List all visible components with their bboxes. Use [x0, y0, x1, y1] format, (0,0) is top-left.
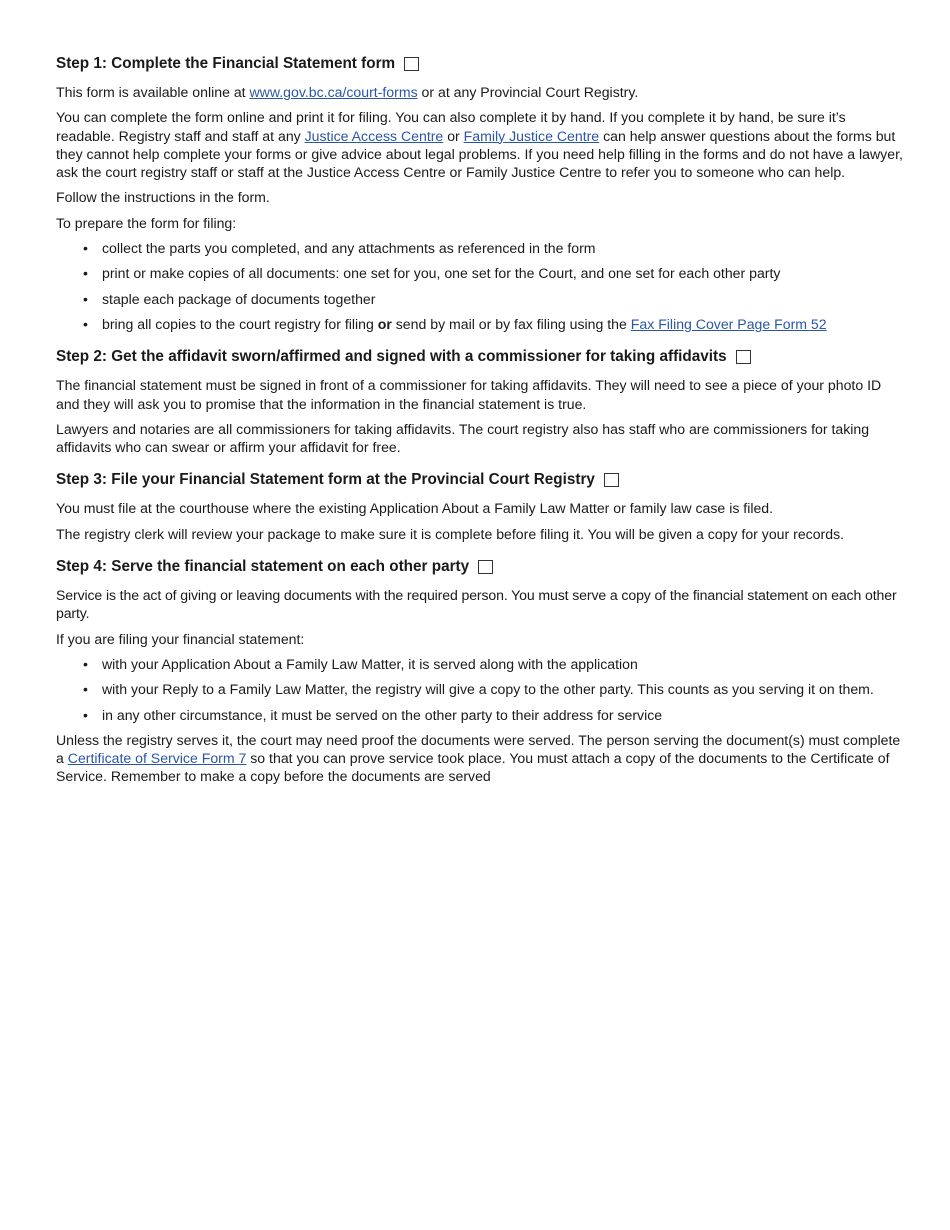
family-justice-centre-link[interactable]: Family Justice Centre: [463, 127, 600, 144]
list-item-text: staple each package of documents together: [102, 290, 376, 307]
step3-paragraph-1: You must file at the courthouse where the existing Application About a Family Law Matter or family law case is filed.: [56, 500, 774, 517]
text-span: or: [443, 127, 464, 144]
court-forms-link[interactable]: www.gov.bc.ca/court-forms: [249, 84, 418, 100]
step3-heading-text: Step 3: File your Financial Statement form at the Provincial Court Registry: [56, 471, 595, 489]
step2-paragraph-1: The financial statement must be signed in front of a commissioner for taking affidavits. They will need to see a piece of your photo ID and they will ask you to promise that the information in the financial statement is true.: [56, 377, 882, 412]
list-item: [56, 264, 906, 282]
text-span: You can complete the form online and print it for filing. You can also complete it by hand. If you complete it by hand, be sure it’s readable. Registry staff and staff at any: [56, 109, 846, 144]
list-item-text: in any other circumstance, it must be served on the other party to their address for service: [102, 706, 663, 723]
step1-availability: [56, 83, 906, 101]
step4-heading-text: Step 4: Serve the financial statement on each other party: [56, 558, 470, 576]
step2-checkbox[interactable]: [736, 350, 751, 364]
list-item-text: send by mail or by fax filing using the: [391, 315, 631, 332]
step1-follow: Follow the instructions in the form.: [56, 189, 270, 206]
bullet-icon: •: [83, 290, 88, 307]
justice-access-centre-link[interactable]: Justice Access Centre: [304, 127, 444, 144]
step4-paragraph-1: Service is the act of giving or leaving documents with the required person. You must serve a copy of the financial statement on each other party.: [56, 587, 897, 622]
list-item: [56, 706, 906, 724]
text-span: or at any Provincial Court Registry.: [417, 84, 639, 100]
step1-bullet-list: [56, 239, 906, 333]
list-item: [56, 655, 906, 673]
step1-prepare: To prepare the form for filing:: [56, 214, 237, 231]
step4-paragraph-2: If you are filing your financial statement:: [56, 630, 305, 647]
step1-checkbox[interactable]: [404, 57, 419, 71]
list-item: [56, 239, 906, 257]
step3-paragraph-2: The registry clerk will review your package to make sure it is complete before filing it. You will be given a copy for your records.: [56, 525, 845, 542]
step2-heading: [56, 346, 906, 368]
step3-heading: [56, 469, 906, 491]
list-item-text: with your Application About a Family Law Matter, it is served along with the application: [102, 655, 638, 672]
list-item: [56, 290, 906, 308]
list-item-text: print or make copies of all documents: one set for you, one set for the Court, and one set for each other party: [102, 265, 781, 282]
step2-heading-text: Step 2: Get the affidavit sworn/affirmed and signed with a commissioner for taking affidavits: [56, 348, 727, 366]
bullet-icon: •: [83, 655, 88, 672]
instructions-page: [56, 53, 906, 786]
list-item: [56, 680, 906, 698]
certificate-of-service-link[interactable]: Certificate of Service Form 7: [67, 750, 247, 767]
bullet-icon: •: [83, 315, 88, 332]
step4-checkbox[interactable]: [478, 560, 493, 574]
list-item-text: bring all copies to the court registry for filing: [102, 315, 378, 332]
bullet-icon: •: [83, 681, 88, 698]
list-item-text: collect the parts you completed, and any attachments as referenced in the form: [102, 240, 596, 257]
bullet-icon: •: [83, 706, 88, 723]
list-item-text: with your Reply to a Family Law Matter, the registry will give a copy to the other party. This counts as you serving it on them.: [102, 681, 874, 698]
text-span: can help answer questions about the forms but they cannot help complete your forms or give advice about legal problems. If you need help filling in the forms and do not have a lawyer, ask the court registry staff or staff at the Justice Access Centre or Family Justice Centre to refer you to someone who can help.: [56, 127, 903, 181]
step2-paragraph-2: Lawyers and notaries are all commissioners for taking affidavits. The court registry also has staff who are commissioners for taking affidavits who can swear or affirm your affidavit for free.: [56, 420, 870, 456]
step3-checkbox[interactable]: [604, 473, 619, 487]
text-span: so that you can prove service took place. You must attach a copy of the documents to the Certificate of Service. Remember to make a copy before the documents are served: [56, 750, 890, 785]
text-span: Unless the registry serves it, the court may need proof the documents were served. The person serving the document(s) must complete a: [56, 731, 901, 767]
list-item: [56, 315, 906, 333]
step1-heading: [56, 53, 906, 75]
fax-filing-cover-link[interactable]: Fax Filing Cover Page Form 52: [630, 315, 827, 332]
text-span: This form is available online at: [56, 84, 250, 100]
step1-heading-text: Step 1: Complete the Financial Statement form: [56, 55, 396, 72]
step4-heading: [56, 556, 906, 578]
step4-bullet-list: [56, 655, 906, 724]
emphasis-or: or: [377, 315, 392, 332]
step1-complete-paragraph: [56, 108, 906, 181]
bullet-icon: •: [83, 265, 88, 282]
bullet-icon: •: [83, 240, 88, 257]
step4-paragraph-3: [56, 731, 906, 786]
